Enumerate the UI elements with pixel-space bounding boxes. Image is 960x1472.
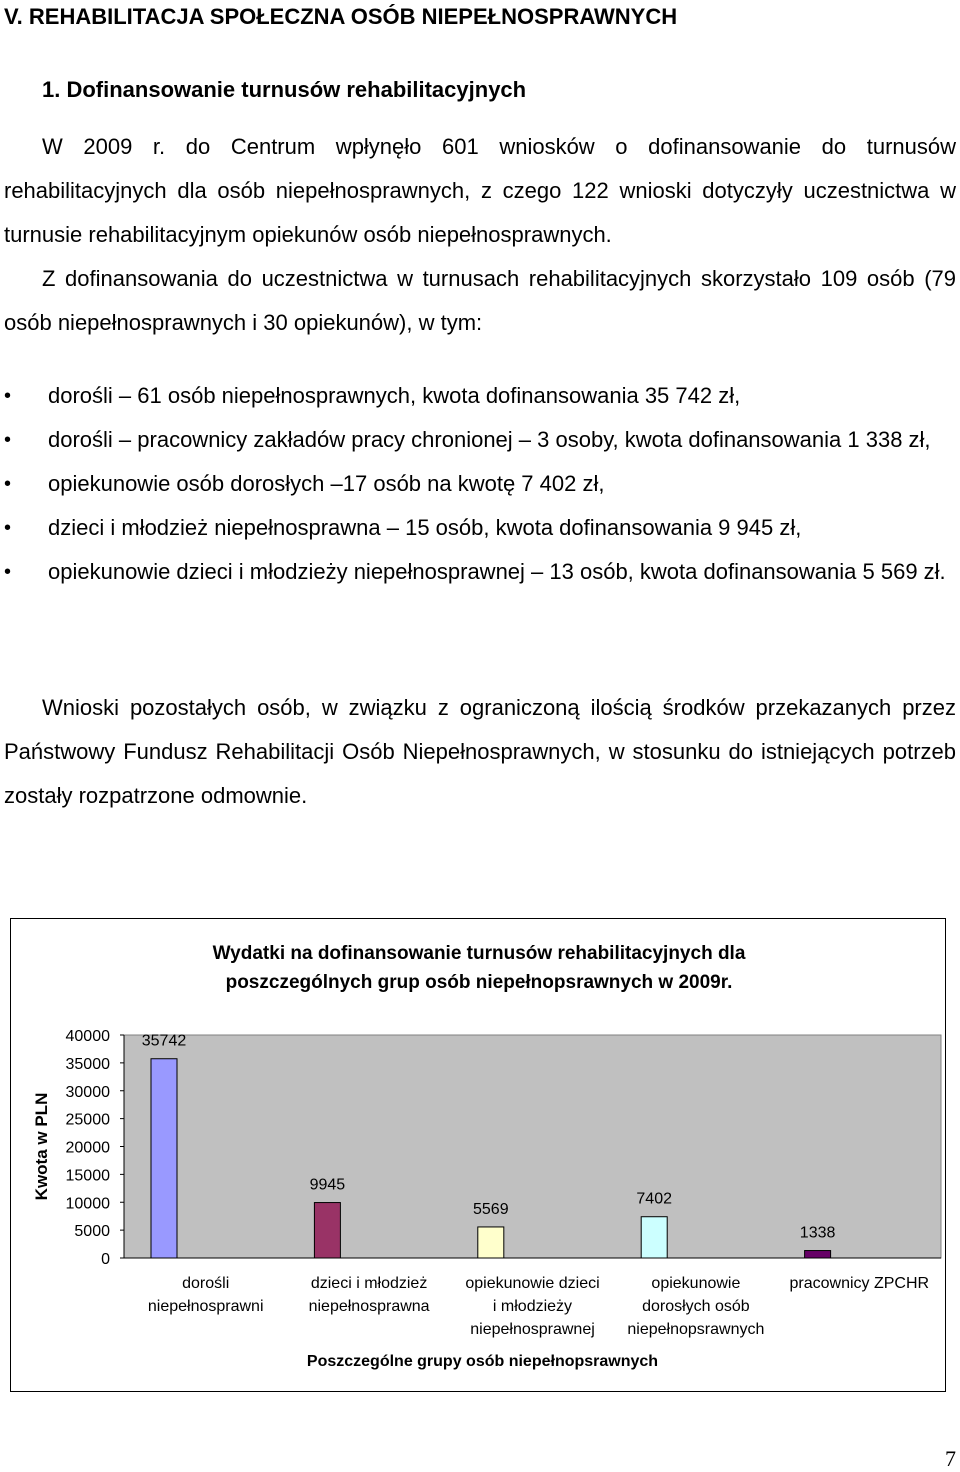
- list-item: • dorośli – 61 osób niepełnosprawnych, kwota dofinansowania 35 742 zł,: [0, 374, 956, 418]
- bar: [478, 1227, 504, 1258]
- x-tick-label: niepełnopsrawnych: [627, 1321, 765, 1338]
- y-tick-label: 25000: [65, 1111, 110, 1129]
- x-tick-label: dorośli: [182, 1275, 230, 1292]
- y-tick-label: 5000: [74, 1223, 110, 1241]
- bar: [641, 1217, 667, 1258]
- data-label: 7402: [636, 1190, 672, 1208]
- chart-canvas: [11, 919, 945, 1391]
- x-tick-label: niepełnosprawnej: [470, 1321, 595, 1338]
- x-tick-label: opiekunowie: [651, 1275, 741, 1292]
- data-label: 35742: [141, 1032, 187, 1050]
- x-tick-label: niepełnosprawna: [308, 1298, 430, 1315]
- list-item: • dorośli – pracownicy zakładów pracy chronionej – 3 osoby, kwota dofinansowania 1 338 zł,: [0, 418, 956, 462]
- list-item: • opiekunowie osób dorosłych –17 osób na kwotę 7 402 zł,: [0, 462, 956, 506]
- chart-title: Wydatki na dofinansowanie turnusów rehabilitacyjnych dla: [212, 943, 746, 964]
- chart-title: poszczególnych grup osób niepełnopsrawnych w 2009r.: [225, 972, 733, 993]
- section-heading: V. REHABILITACJA SPOŁECZNA OSÓB NIEPEŁNOSPRAWNYCH: [4, 4, 678, 29]
- y-tick-label: 30000: [65, 1083, 110, 1101]
- x-tick-label: opiekunowie dzieci: [465, 1275, 600, 1292]
- bar: [151, 1059, 177, 1258]
- y-tick-label: 40000: [65, 1028, 110, 1045]
- paragraph-rejections: Wnioski pozostałych osób, w związku z ograniczoną ilością środków przekazanych przez Państwowy Fundusz Rehabilitacji Osób Niepełnosprawnych, w stosunku do istniejących potrzeb zostały rozpatrzone odmownie.: [4, 695, 956, 808]
- expenditure-chart: [10, 918, 946, 1392]
- y-tick-label: 15000: [65, 1167, 110, 1185]
- list-item: • dzieci i młodzież niepełnosprawna – 15 osób, kwota dofinansowania 9 945 zł,: [0, 506, 956, 550]
- page-number: 7: [945, 1446, 956, 1471]
- x-tick-label: niepełnosprawni: [147, 1298, 264, 1315]
- x-tick-label: pracownicy ZPCHR: [789, 1275, 930, 1292]
- x-tick-label: dzieci i młodzież: [310, 1275, 428, 1292]
- beneficiary-list: [0, 374, 956, 594]
- y-tick-label: 0: [101, 1251, 110, 1268]
- bar: [314, 1203, 340, 1258]
- paragraph-applications: W 2009 r. do Centrum wpłynęło 601 wniosków o dofinansowanie do turnusów rehabilitacyjnych dla osób niepełnosprawnych, z czego 122 wnioski dotyczyły uczestnictwa w turnusie rehabilitacyjnym opiekunów osób niepełnosprawnych.: [4, 134, 956, 247]
- x-tick-label: dorosłych osób: [642, 1298, 750, 1315]
- paragraph-beneficiaries: Z dofinansowania do uczestnictwa w turnusach rehabilitacyjnych skorzystało 109 osób (79 osób niepełnosprawnych i 30 opiekunów), w tym:: [4, 266, 956, 335]
- list-item: • opiekunowie dzieci i młodzieży niepełnosprawnej – 13 osób, kwota dofinansowania 5 569 zł.: [0, 550, 956, 594]
- x-tick-label: i młodzieży: [492, 1298, 573, 1315]
- x-axis-label: Poszczególne grupy osób niepełnopsrawnych: [306, 1353, 659, 1370]
- y-axis-label: Kwota w PLN: [32, 1092, 51, 1201]
- y-tick-label: 35000: [65, 1055, 110, 1073]
- data-label: 9945: [309, 1176, 346, 1194]
- y-tick-label: 10000: [65, 1195, 110, 1213]
- data-label: 5569: [473, 1200, 509, 1218]
- y-tick-label: 20000: [65, 1139, 110, 1157]
- data-label: 1338: [799, 1224, 836, 1242]
- subsection-heading: 1. Dofinansowanie turnusów rehabilitacyjnych: [42, 77, 527, 102]
- bar: [805, 1251, 831, 1258]
